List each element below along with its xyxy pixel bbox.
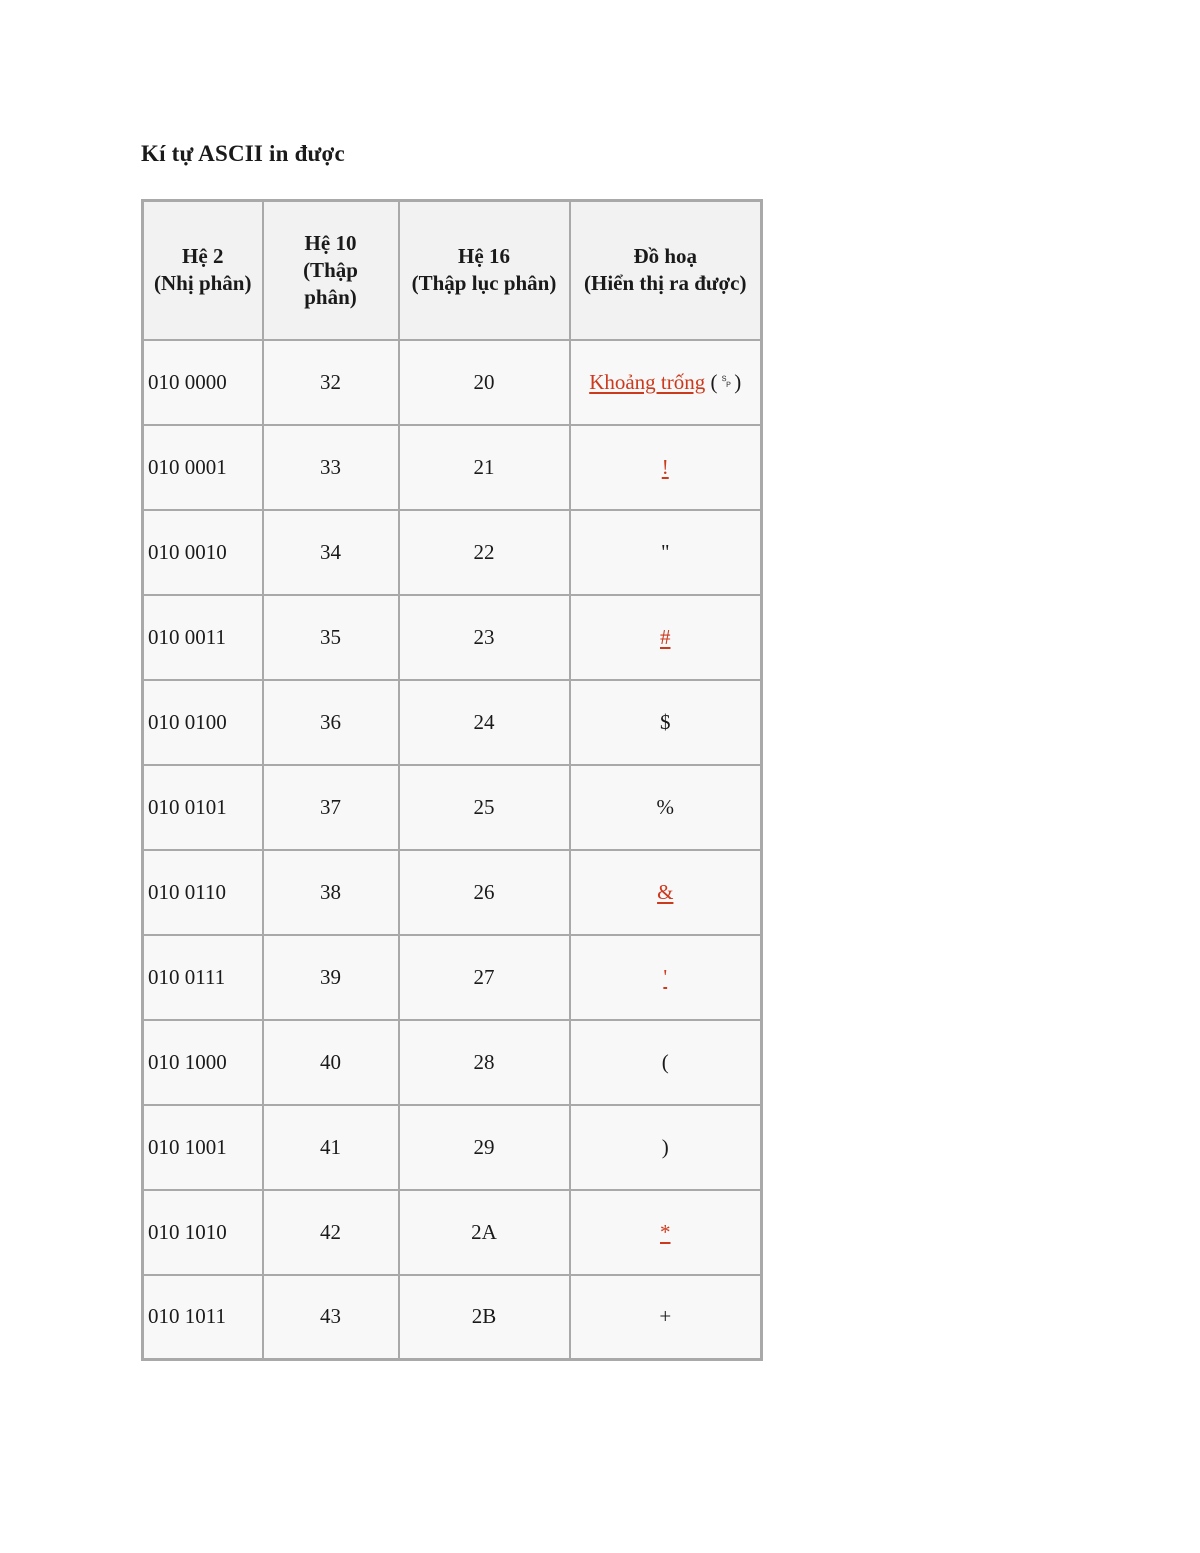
cell-decimal: 35 bbox=[263, 595, 399, 680]
glyph-link[interactable]: ' bbox=[663, 964, 668, 989]
ascii-table bbox=[141, 199, 763, 1361]
glyph-link[interactable]: & bbox=[657, 879, 674, 904]
cell-binary: 010 1000 bbox=[143, 1020, 263, 1105]
table-row bbox=[143, 595, 762, 680]
cell-binary: 010 1011 bbox=[143, 1275, 263, 1360]
header-graphic-line1: Đồ hoạ bbox=[633, 244, 698, 269]
table-row bbox=[143, 340, 762, 425]
cell-graphic bbox=[570, 340, 762, 425]
cell-decimal: 32 bbox=[263, 340, 399, 425]
cell-binary: 010 1001 bbox=[143, 1105, 263, 1190]
cell-decimal: 37 bbox=[263, 765, 399, 850]
header-decimal bbox=[263, 201, 399, 340]
cell-graphic bbox=[570, 935, 762, 1020]
cell-graphic bbox=[570, 1020, 762, 1105]
header-decimal-line2: (Thập bbox=[303, 257, 358, 282]
cell-binary: 010 0001 bbox=[143, 425, 263, 510]
cell-binary: 010 1010 bbox=[143, 1190, 263, 1275]
table-row bbox=[143, 1105, 762, 1190]
glyph-text: " bbox=[660, 539, 670, 564]
table-body bbox=[143, 340, 762, 1360]
table-row bbox=[143, 425, 762, 510]
cell-hex: 25 bbox=[399, 765, 570, 850]
cell-hex: 20 bbox=[399, 340, 570, 425]
cell-hex: 27 bbox=[399, 935, 570, 1020]
cell-hex: 28 bbox=[399, 1020, 570, 1105]
cell-decimal: 41 bbox=[263, 1105, 399, 1190]
glyph-text: $ bbox=[660, 709, 671, 734]
glyph-link[interactable]: # bbox=[660, 624, 671, 649]
header-hex-line2: (Thập lục phân) bbox=[411, 271, 557, 296]
table-row bbox=[143, 510, 762, 595]
cell-hex: 2A bbox=[399, 1190, 570, 1275]
cell-decimal: 42 bbox=[263, 1190, 399, 1275]
table-row bbox=[143, 850, 762, 935]
cell-decimal: 38 bbox=[263, 850, 399, 935]
header-binary-line1: Hệ 2 bbox=[182, 244, 224, 269]
cell-binary: 010 0101 bbox=[143, 765, 263, 850]
cell-decimal: 36 bbox=[263, 680, 399, 765]
table-row bbox=[143, 1020, 762, 1105]
table-header-row bbox=[143, 201, 762, 340]
cell-decimal: 34 bbox=[263, 510, 399, 595]
table-row bbox=[143, 765, 762, 850]
cell-hex: 22 bbox=[399, 510, 570, 595]
page-title: Kí tự ASCII in được bbox=[141, 141, 345, 166]
header-binary-line2: (Nhị phân) bbox=[154, 271, 252, 296]
header-decimal-line1: Hệ 10 bbox=[304, 230, 357, 255]
cell-binary: 010 0000 bbox=[143, 340, 263, 425]
cell-hex: 24 bbox=[399, 680, 570, 765]
cell-graphic bbox=[570, 1105, 762, 1190]
cell-hex: 23 bbox=[399, 595, 570, 680]
cell-binary: 010 0100 bbox=[143, 680, 263, 765]
header-decimal-line3: phân) bbox=[304, 284, 357, 309]
glyph-text: ) bbox=[661, 1134, 669, 1159]
cell-binary: 010 0110 bbox=[143, 850, 263, 935]
header-hex-line1: Hệ 16 bbox=[458, 244, 510, 269]
table-row bbox=[143, 1275, 762, 1360]
cell-graphic bbox=[570, 1190, 762, 1275]
cell-binary: 010 0010 bbox=[143, 510, 263, 595]
header-binary bbox=[143, 201, 263, 340]
header-graphic bbox=[570, 201, 762, 340]
cell-decimal: 39 bbox=[263, 935, 399, 1020]
glyph-text: + bbox=[659, 1304, 672, 1329]
glyph-link[interactable]: ! bbox=[661, 454, 669, 479]
glyph-link[interactable]: * bbox=[660, 1219, 671, 1244]
cell-binary: 010 0111 bbox=[143, 935, 263, 1020]
cell-hex: 29 bbox=[399, 1105, 570, 1190]
cell-decimal: 43 bbox=[263, 1275, 399, 1360]
cell-graphic bbox=[570, 765, 762, 850]
table-row bbox=[143, 935, 762, 1020]
cell-hex: 21 bbox=[399, 425, 570, 510]
glyph-text: % bbox=[656, 794, 674, 819]
table-row bbox=[143, 1190, 762, 1275]
cell-graphic bbox=[570, 595, 762, 680]
cell-decimal: 33 bbox=[263, 425, 399, 510]
cell-decimal: 40 bbox=[263, 1020, 399, 1105]
cell-binary: 010 0011 bbox=[143, 595, 263, 680]
cell-graphic bbox=[570, 680, 762, 765]
glyph-text: ( bbox=[661, 1049, 669, 1074]
cell-graphic bbox=[570, 510, 762, 595]
cell-graphic bbox=[570, 1275, 762, 1360]
header-graphic-line2: (Hiển thị ra được) bbox=[584, 271, 747, 296]
cell-hex: 2B bbox=[399, 1275, 570, 1360]
cell-graphic bbox=[570, 425, 762, 510]
cell-graphic bbox=[570, 850, 762, 935]
header-hex bbox=[399, 201, 570, 340]
glyph-note: (␠) bbox=[705, 369, 742, 394]
cell-hex: 26 bbox=[399, 850, 570, 935]
table-row bbox=[143, 680, 762, 765]
glyph-link[interactable]: Khoảng trống bbox=[589, 369, 706, 394]
